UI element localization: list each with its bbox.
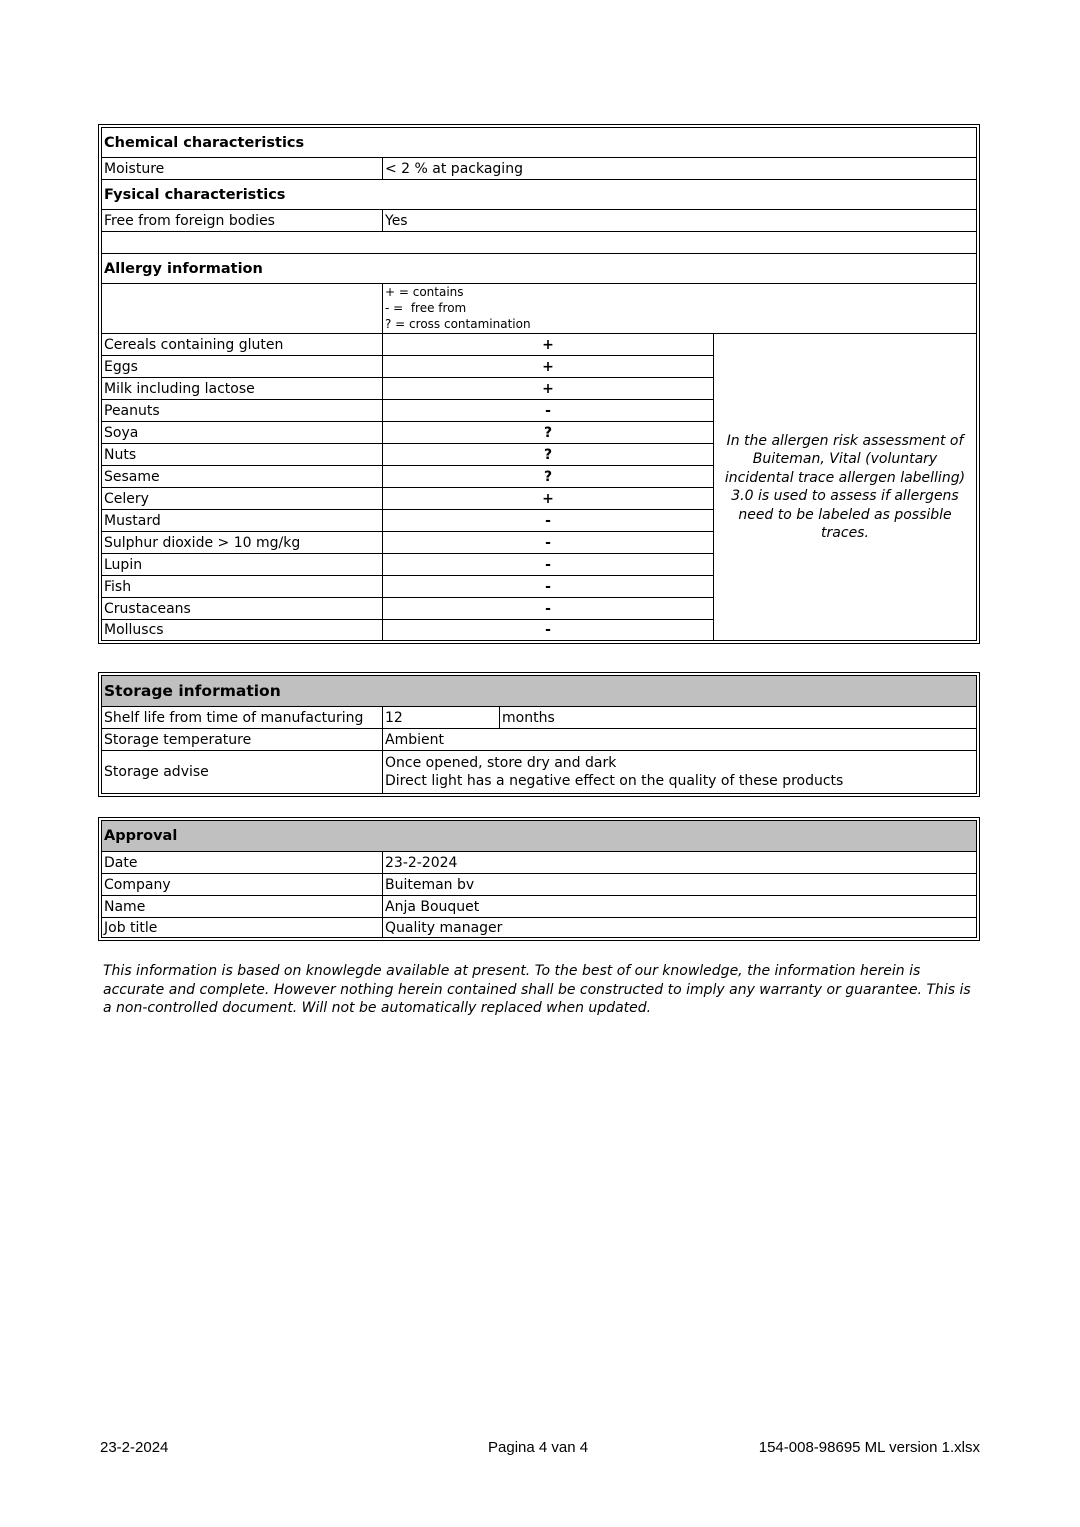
foreign-bodies-value: Yes [383,210,977,232]
approval-title: Approval [102,821,977,852]
allergen-label: Fish [102,576,383,598]
allergen-label: Mustard [102,510,383,532]
empty-spacer-row [102,232,977,254]
allergen-label: Soya [102,422,383,444]
approval-value: Buiteman bv [383,874,977,896]
storage-temperature-value: Ambient [383,729,977,751]
characteristics-allergy-section [98,124,980,644]
table-row [102,334,977,356]
storage-advise-label: Storage advise [102,751,383,794]
legend-free-from: - = free from [385,301,467,315]
storage-title: Storage information [102,676,977,707]
approval-value: 23-2-2024 [383,852,977,874]
approval-table [101,820,977,938]
foreign-bodies-label: Free from foreign bodies [102,210,383,232]
approval-label: Job title [102,918,383,938]
storage-advise-value [383,751,977,794]
approval-section [98,817,980,941]
storage-temperature-label: Storage temperature [102,729,383,751]
footer-filename: 154-008-98695 ML version 1.xlsx [758,1439,980,1456]
allergen-value: - [383,532,714,554]
allergen-value: ? [383,422,714,444]
allergen-risk-note: In the allergen risk assessment of Buiteman, Vital (voluntary incidental trace allergen labelling) 3.0 is used to assess if allergens need to be labeled as possible traces. [714,334,977,641]
allergen-label: Sulphur dioxide > 10 mg/kg [102,532,383,554]
allergen-value: - [383,510,714,532]
allergen-label: Nuts [102,444,383,466]
shelf-life-label: Shelf life from time of manufacturing [102,707,383,729]
storage-advise-line: Direct light has a negative effect on the quality of these products [385,773,844,789]
table-row [102,896,977,918]
approval-value: Quality manager [383,918,977,938]
shelf-life-value: 12 [383,707,500,729]
footer-page-number: Pagina 4 van 4 [488,1439,589,1456]
allergen-value: - [383,620,714,641]
allergen-value: ? [383,444,714,466]
allergen-value: + [383,488,714,510]
storage-advise-line: Once opened, store dry and dark [385,755,617,771]
shelf-life-unit: months [500,707,977,729]
allergy-legend [383,284,977,334]
allergen-value: + [383,334,714,356]
allergen-label: Molluscs [102,620,383,641]
allergen-value: - [383,554,714,576]
allergen-label: Eggs [102,356,383,378]
allergy-title: Allergy information [102,254,977,284]
storage-section [98,672,980,797]
allergen-value: - [383,400,714,422]
legend-empty-cell [102,284,383,334]
allergen-label: Cereals containing gluten [102,334,383,356]
legend-cross-contamination: ? = cross contamination [385,317,531,331]
disclaimer-text: This information is based on knowlegde available at present. To the best of our knowledge, the information herein is accurate and complete. However nothing herein contained shall be constructed to imply any warranty or guarantee. This is a non-controlled document. Will not be automatically replaced when updated. [103,963,971,1016]
moisture-value: < 2 % at packaging [383,158,977,180]
allergen-value: - [383,598,714,620]
allergen-label: Lupin [102,554,383,576]
allergen-value: + [383,356,714,378]
allergen-label: Milk including lactose [102,378,383,400]
approval-label: Date [102,852,383,874]
allergen-label: Celery [102,488,383,510]
allergen-value: + [383,378,714,400]
allergen-label: Peanuts [102,400,383,422]
allergen-label: Crustaceans [102,598,383,620]
moisture-label: Moisture [102,158,383,180]
approval-label: Name [102,896,383,918]
characteristics-table [101,127,977,641]
chemical-title: Chemical characteristics [102,128,977,158]
approval-label: Company [102,874,383,896]
table-row [102,874,977,896]
allergen-value: ? [383,466,714,488]
table-row [102,918,977,938]
table-row [102,852,977,874]
storage-table [101,675,977,794]
legend-contains: + = contains [385,285,464,299]
allergen-value: - [383,576,714,598]
physical-title: Fysical characteristics [102,180,977,210]
footer-date: 23-2-2024 [100,1439,169,1456]
approval-value: Anja Bouquet [383,896,977,918]
allergen-label: Sesame [102,466,383,488]
